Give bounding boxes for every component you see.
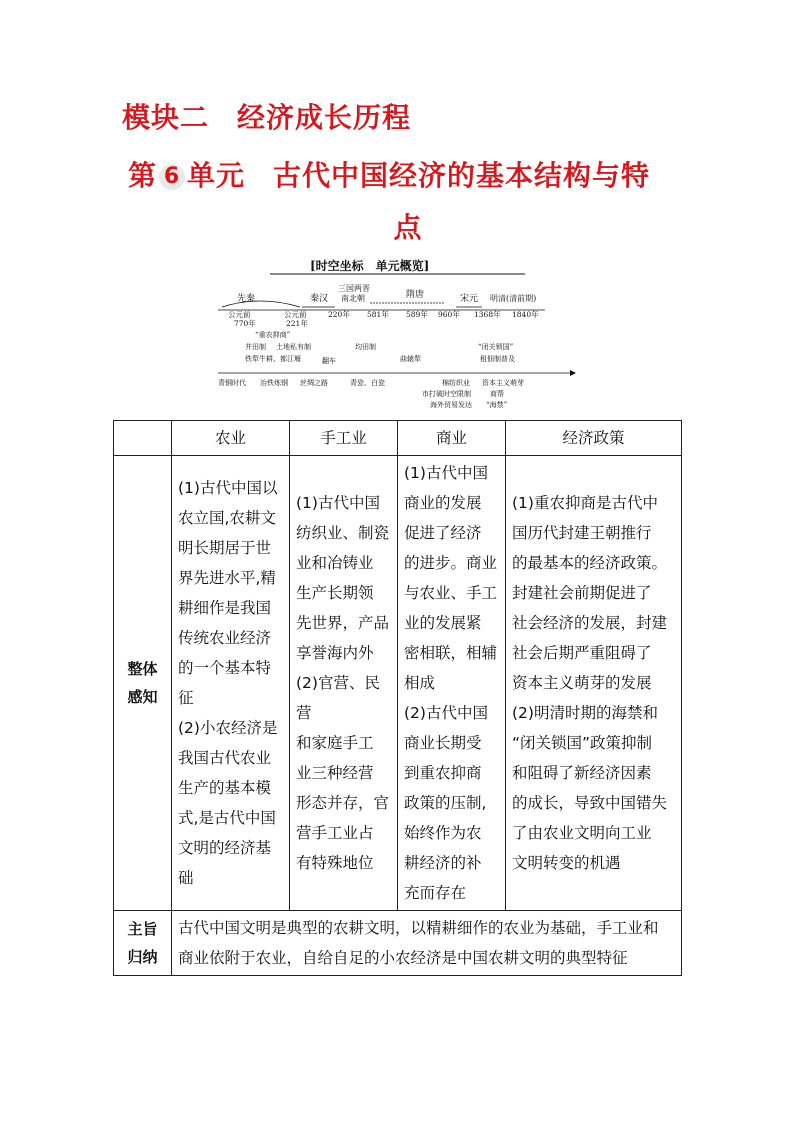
cell-line: 始终作为农 [404,824,482,842]
timeline-lower-label: 海外贸易发达 [430,401,472,409]
cell-line: 业的发展紧 [404,614,482,632]
cell-line: 政策的压制, [404,794,487,812]
cell-line: 耕经济的补 [404,854,482,872]
cell-line: 社会经济的发展，封建 [512,614,668,632]
unit-title-line2: 点 [393,211,423,244]
header-cell-policy: 经济政策 [506,421,682,456]
cell-line: 的进步。商业 [404,554,498,572]
cell-line: 有特殊地位 [296,854,374,872]
timeline-lower-label: 青瓷、白瓷 [350,379,385,387]
cell-handicraft [290,456,398,911]
cell-line: 和阻碍了新经济因素 [512,764,652,782]
row-label-summary [114,911,172,976]
cell-line: 到重农抑商 [404,764,482,782]
timeline-figure [210,255,580,415]
cell-line: 传统农业经济 [178,629,272,647]
timeline-upper-label: 翻车 [322,357,336,365]
cell-line: 文明转变的机遇 [512,854,621,872]
cell-line: 我国古代农业 [178,749,272,767]
cell-line: “闭关锁国”政策抑制 [512,734,653,752]
cell-line: 生产的基本模 [178,779,272,797]
timeline-era: 先秦 [237,294,256,304]
timeline-upper-label: 均田制 [355,343,376,351]
cell-line: 生产长期领 [296,584,374,602]
timeline-date: 960年 [438,310,460,319]
cell-line: 础 [178,869,194,887]
table-row-overall [114,456,682,911]
timeline-lower-label: 棉纺织业 [442,379,470,387]
table-row-summary [114,911,682,976]
timeline-upper-label: 铁犁牛耕、都江堰 [245,355,301,363]
cell-line: 和家庭手工 [296,734,374,752]
cell-line: 充而存在 [404,884,467,902]
cell-line: 征 [178,689,194,707]
cell-line: 商业依附于农业，自给自足的小农经济是中国农耕文明的典型特征 [178,949,628,967]
cell-line: (2)官营、民营 [296,674,380,722]
timeline-date: 1840年 [512,310,539,319]
timeline-lower-label: 市打破时空限制 [422,390,471,398]
cell-line: 农立国,农耕文 [178,509,276,527]
timeline-upper-label: 井田制 [245,343,266,351]
cell-line: (1)古代中国 [296,494,380,512]
cell-line: 纺织业、制瓷 [296,524,390,542]
cell-line: 享誉海内外 [296,644,374,662]
cell-line: 封建社会前期促进了 [512,584,652,602]
timeline-era: 三国两晋 [338,284,370,293]
header-cell-commerce: 商业 [398,421,506,456]
cell-line: 的成长，导致中国错失 [512,794,668,812]
cell-line: 界先进水平,精 [178,569,276,587]
header-cell-handicraft: 手工业 [290,421,398,456]
module-title [122,96,411,136]
row-label-overall [114,456,172,911]
cell-commerce [398,456,506,911]
cell-line: 社会后期严重阻碍了 [512,644,652,662]
unit-title [128,150,688,254]
cell-line: 营手工业占 [296,824,374,842]
cell-line: (1)古代中国以 [178,479,278,497]
timeline-date: 581年 [367,310,389,319]
unit-number-badge: 6 [159,164,185,190]
overview-table [113,420,682,976]
timeline-era: 秦汉 [310,294,329,304]
timeline-upper-label: 土地私有制 [276,343,311,351]
timeline-upper-label: “重农抑商” [255,331,291,339]
timeline-lower-label: 资本主义萌芽 [482,379,524,387]
cell-line: 商业长期受 [404,734,482,752]
unit-title-line1: 古代中国经济的基本结构与特 [273,159,651,192]
module-title-part2: 经济成长历程 [237,101,412,134]
cell-line: (2)小农经济是 [178,719,278,737]
timeline-lower-label: 商帮 [490,390,504,398]
timeline-upper-label: 曲辕犁 [400,355,421,363]
cell-line: 促进了经济 [404,524,482,542]
timeline-date: 589年 [406,310,428,319]
timeline-era: 宋元 [460,294,479,304]
row-label-line: 归纳 [127,948,158,966]
timeline-era: 南北朝 [341,294,365,303]
timeline-upper-label: “闭关锁国” [478,343,514,351]
cell-line: (2)明清时期的海禁和 [512,704,658,722]
unit-suffix: 单元 [187,159,246,192]
cell-line: 了由农业文明向工业 [512,824,652,842]
timeline-lower-label: 丝绸之路 [300,379,328,387]
cell-line: 明长期居于世 [178,539,272,557]
cell-policy [506,456,682,911]
cell-line: (1)古代中国 [404,464,488,482]
cell-line: 的最基本的经济政策。 [512,554,668,572]
cell-line: (2)古代中国 [404,704,488,722]
cell-line: 形态并存，官 [296,794,390,812]
cell-line: 先世界，产品 [296,614,390,632]
timeline-date: 220年 [328,310,350,319]
row-label-line: 感知 [127,688,158,706]
module-title-part1: 模块二 [122,101,210,134]
row-label-line: 主旨 [127,920,158,938]
cell-line: 商业的发展 [404,494,482,512]
cell-line: 耕细作是我国 [178,599,272,617]
cell-line: 的一个基本特 [178,659,272,677]
cell-line: 业和冶铸业 [296,554,374,572]
cell-line: 密相联，相辅 [404,644,498,662]
timeline-date: 221年 [286,319,308,328]
unit-prefix: 第 [128,159,158,192]
timeline-era: 明清(清前期) [490,294,537,303]
timeline-lower-label: “海禁” [486,401,508,409]
timeline-era: 隋唐 [406,290,425,300]
header-cell-empty [114,421,172,456]
timeline-date: 770年 [234,319,256,328]
timeline-lower-label: 青铜时代 [218,379,246,387]
timeline-date: 公元前 [284,310,307,319]
cell-line: 文明的经济基 [178,839,272,857]
table-header-row [114,421,682,456]
cell-line: 业三种经营 [296,764,374,782]
cell-line: 国历代封建王朝推行 [512,524,652,542]
cell-line: (1)重农抑商是古代中 [512,494,658,512]
timeline-date: 1368年 [474,310,501,319]
cell-line: 古代中国文明是典型的农耕文明，以精耕细作的农业为基础，手工业和 [178,919,659,937]
header-cell-agriculture: 农业 [172,421,290,456]
cell-line: 与农业、手工 [404,584,498,602]
cell-agriculture [172,456,290,911]
timeline-lower-label: 冶铁炼钢 [260,379,288,387]
cell-line: 式,是古代中国 [178,809,276,827]
timeline-date: 公元前 [228,310,251,319]
cell-summary [172,911,682,976]
timeline-heading: [时空坐标 单元概览] [310,259,430,273]
cell-line: 资本主义萌芽的发展 [512,674,652,692]
cell-line: 相成 [404,674,436,692]
timeline-upper-label: 租佃制普及 [480,355,515,363]
row-label-line: 整体 [127,660,158,678]
